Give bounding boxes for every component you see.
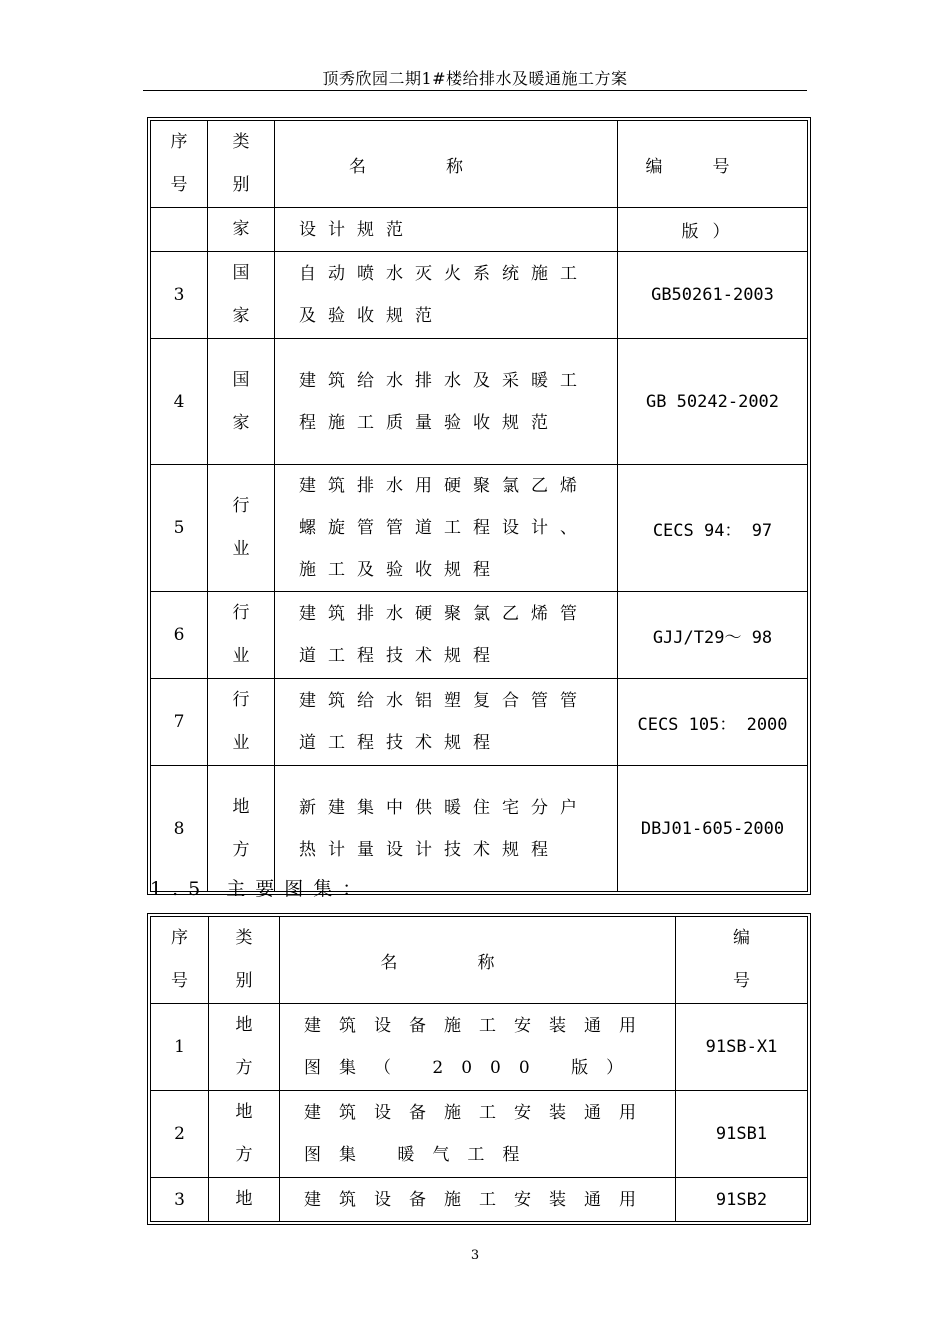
- row-code: DBJ01-605-2000: [618, 766, 808, 892]
- row-category: 行 业: [208, 679, 275, 766]
- header-rule: [143, 90, 807, 91]
- row-seq: [151, 208, 208, 252]
- row-seq: 8: [151, 766, 208, 892]
- row-code: CECS 94： 97: [618, 465, 808, 592]
- page-header: 顶秀欣园二期1#楼给排水及暖通施工方案: [322, 69, 628, 88]
- row-seq: 5: [151, 465, 208, 592]
- table-header-row: [151, 121, 808, 208]
- row-code: 91SB-X1: [676, 1004, 808, 1091]
- table-row: [151, 208, 808, 252]
- table-row: [151, 252, 808, 339]
- section-heading: 1.5 主要图集：: [150, 878, 372, 900]
- row-name: 建筑设备施工安装通用图集（ 2000 版）: [280, 1004, 676, 1091]
- row-name: 建筑设备施工安装通用: [280, 1178, 676, 1222]
- row-category: 行 业: [208, 592, 275, 679]
- row-category: 地 方: [208, 766, 275, 892]
- row-name: 建筑设备施工安装通用图集 暖气工程: [280, 1091, 676, 1178]
- header-name: 名称: [280, 917, 676, 1004]
- row-code: CECS 105： 2000: [618, 679, 808, 766]
- row-category: 地: [209, 1178, 280, 1222]
- row-seq: 4: [151, 339, 208, 465]
- table-row: [151, 465, 808, 592]
- row-category: 家: [208, 208, 275, 252]
- row-category: 国 家: [208, 252, 275, 339]
- row-name: 新建集中供暖住宅分户热计量设计技术规程: [275, 766, 618, 892]
- table-row: [151, 679, 808, 766]
- table-row: [151, 339, 808, 465]
- header-seq: 序 号: [151, 917, 209, 1004]
- row-name: 建筑给水铝塑复合管管道工程技术规程: [275, 679, 618, 766]
- row-name: 建筑排水硬聚氯乙烯管道工程技术规程: [275, 592, 618, 679]
- row-code: GB50261-2003: [618, 252, 808, 339]
- row-code: 版）: [618, 208, 808, 252]
- header-seq: 序 号: [151, 121, 208, 208]
- row-code: 91SB2: [676, 1178, 808, 1222]
- table-row: [151, 1178, 808, 1222]
- table-row: [151, 766, 808, 892]
- row-name: 设计规范: [275, 208, 618, 252]
- table-header-row: [151, 917, 808, 1004]
- row-seq: 2: [151, 1091, 209, 1178]
- page-number: 3: [470, 1248, 480, 1263]
- row-name: 建筑排水用硬聚氯乙烯螺旋管管道工程设计、施工及验收规程: [275, 465, 618, 592]
- table-row: [151, 1091, 808, 1178]
- row-code: GJJ/T29～ 98: [618, 592, 808, 679]
- header-category: 类 别: [208, 121, 275, 208]
- row-seq: 1: [151, 1004, 209, 1091]
- row-category: 地 方: [209, 1004, 280, 1091]
- row-code: 91SB1: [676, 1091, 808, 1178]
- row-code: GB 50242-2002: [618, 339, 808, 465]
- row-seq: 6: [151, 592, 208, 679]
- table-row: [151, 1004, 808, 1091]
- standards-table: [150, 120, 808, 892]
- row-name: 建筑给水排水及采暖工程施工质量验收规范: [275, 339, 618, 465]
- row-category: 行 业: [208, 465, 275, 592]
- row-name: 自动喷水灭火系统施工及验收规范: [275, 252, 618, 339]
- header-category: 类 别: [209, 917, 280, 1004]
- header-code: 编 号: [676, 917, 808, 1004]
- row-seq: 7: [151, 679, 208, 766]
- atlas-table: [150, 916, 808, 1222]
- row-seq: 3: [151, 252, 208, 339]
- row-seq: 3: [151, 1178, 209, 1222]
- table-row: [151, 592, 808, 679]
- header-name: 名称: [275, 121, 618, 208]
- row-category: 地 方: [209, 1091, 280, 1178]
- header-code: 编号: [618, 121, 808, 208]
- row-category: 国 家: [208, 339, 275, 465]
